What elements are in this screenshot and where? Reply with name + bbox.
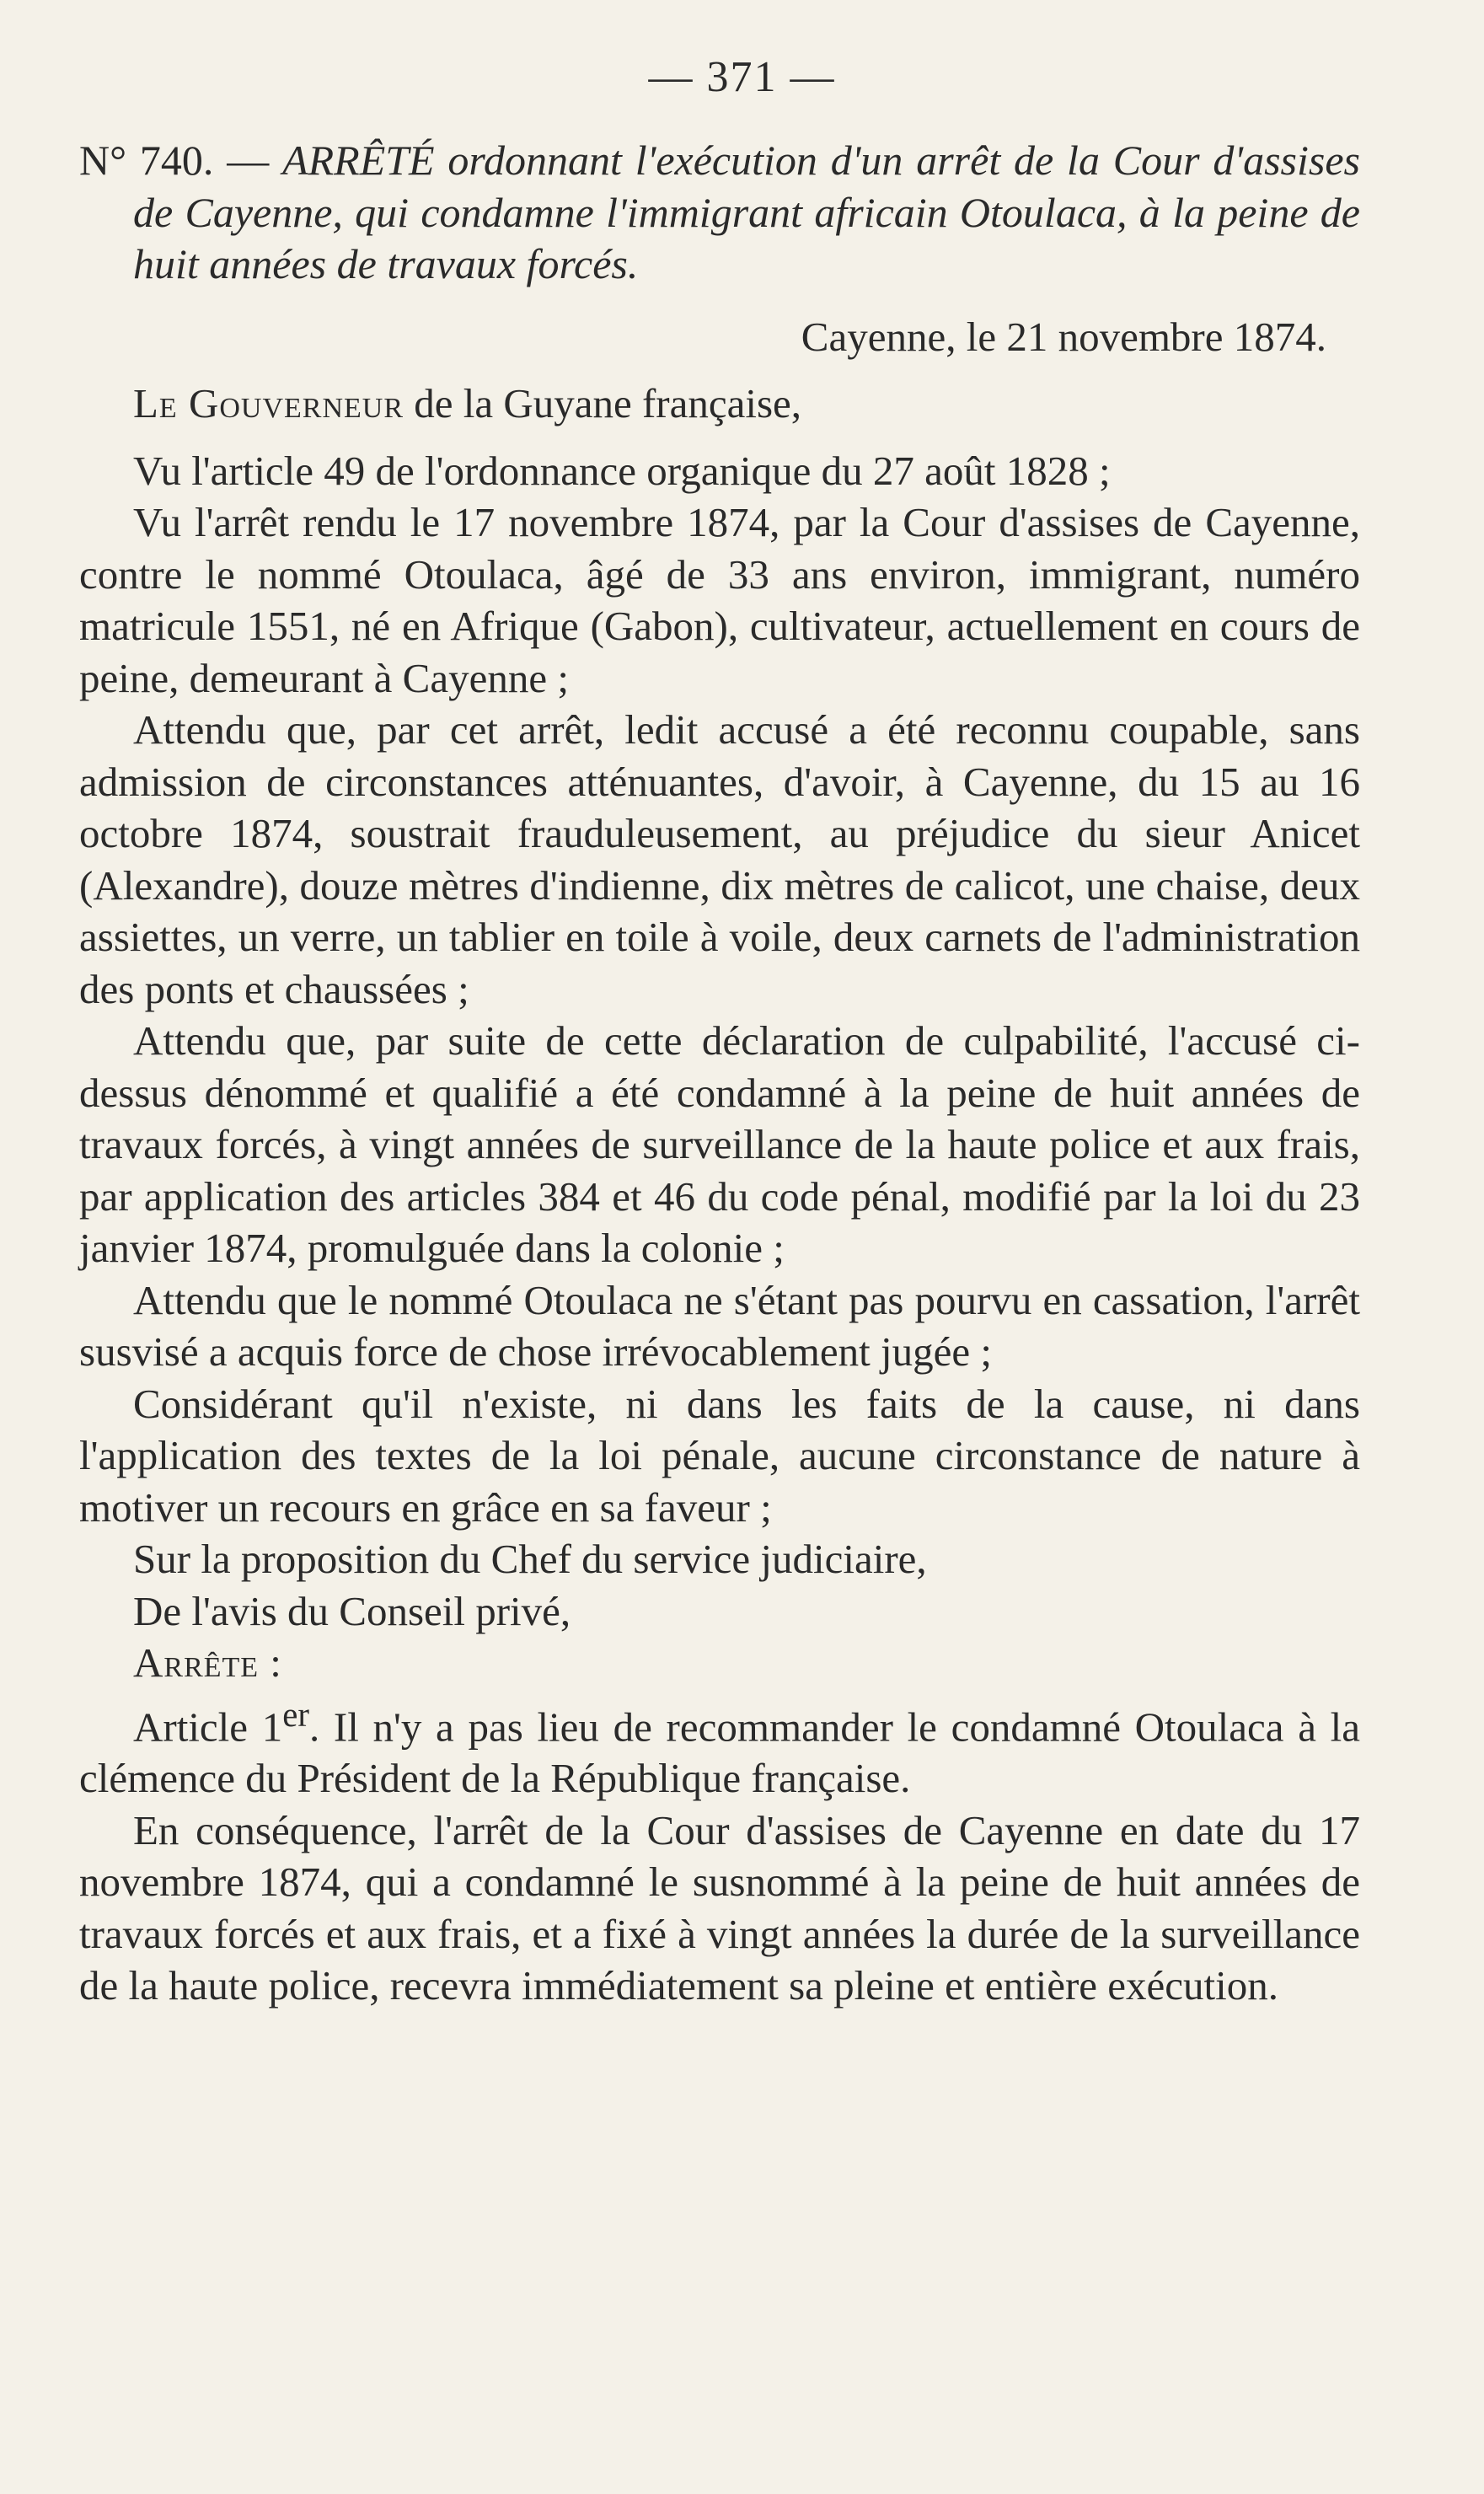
article-1-lead: Article 1 [133, 1703, 283, 1750]
opening-line [79, 378, 1360, 430]
decree-number: N° 740. — [79, 137, 270, 184]
decree-title [79, 135, 1360, 291]
paragraph-consequence: En conséquence, l'arrêt de la Cour d'assises de Cayenne en date du 17 novembre 1874, qui a condamné le susnommé à la peine de huit années de travaux forcés et aux frais, et a fixé à vingt années la durée de la surveillance de la haute police, recevra immédiatement sa pleine et entière exécution. [79, 1806, 1360, 2009]
paragraph-avis: De l'avis du Conseil privé, [133, 1587, 571, 1634]
article-1-sup: er [282, 1695, 309, 1734]
paragraph-vu-arret: Vu l'arrêt rendu le 17 novembre 1874, par la Cour d'assises de Cayenne, contre le nommé Otoulaca, âgé de 33 ans environ, immigrant, numéro matricule 1551, né en Afrique (Gabon), cultivateur, actuellement en cours de peine, demeurant à Cayenne ; [79, 499, 1360, 701]
date-line: Cayenne, le 21 novembre 1874. [801, 313, 1326, 360]
article-1-text: . Il n'y a pas lieu de recommander le condamné Otoulaca à la clémence du Président de la République française. [79, 1703, 1360, 1802]
paragraph-considerant: Considérant qu'il n'existe, ni dans les faits de la cause, ni dans l'application des textes de la loi pénale, aucune circonstance de nature à motiver un recours en grâce en sa faveur ; [79, 1380, 1360, 1531]
document-body [79, 135, 1360, 2012]
paragraph-attendu-culpable: Attendu que, par cet arrêt, ledit accusé a été reconnu coupable, sans admission de circonstances atténuantes, d'avoir, à Cayenne, du 15 au 16 octobre 1874, soustrait frauduleusement, au préjudice du sieur Anicet (Alexandre), douze mètres d'indienne, dix mètres de calicot, une chaise, deux assiettes, un verre, un tablier en toile à voile, deux carnets de l'administration des ponts et chaussées ; [79, 706, 1360, 1012]
paragraph-vu-article: Vu l'article 49 de l'ordonnance organique du 27 août 1828 ; [133, 447, 1111, 494]
arrete-label: Arrête : [133, 1639, 282, 1686]
opening-rest: de la Guyane française, [404, 380, 802, 426]
paragraph-attendu-cassation: Attendu que le nommé Otoulaca ne s'étant pas pourvu en cassation, l'arrêt susvisé a acquis force de chose irrévocablement jugée ; [79, 1276, 1360, 1375]
page-number: — 371 — [648, 53, 836, 101]
decree-title-text: ARRÊTÉ ordonnant l'exécution d'un arrêt de la Cour d'assises de Cayenne, qui condamne l'immigrant africain Otoulaca, à la peine de huit années de travaux forcés. [133, 137, 1361, 287]
paragraph-attendu-condamne: Attendu que, par suite de cette déclaration de culpabilité, l'accusé ci-dessus dénommé et qualifié a été condamné à la peine de huit années de travaux forcés, à vingt années de surveillance de la haute police et aux frais, par application des articles 384 et 46 du code pénal, modifié par la loi du 23 janvier 1874, promulguée dans la colonie ; [79, 1017, 1360, 1271]
governor-heading: Le Gouverneur [133, 380, 404, 426]
article-1 [79, 1689, 1360, 1805]
paragraph-proposition: Sur la proposition du Chef du service judiciaire, [133, 1536, 927, 1582]
